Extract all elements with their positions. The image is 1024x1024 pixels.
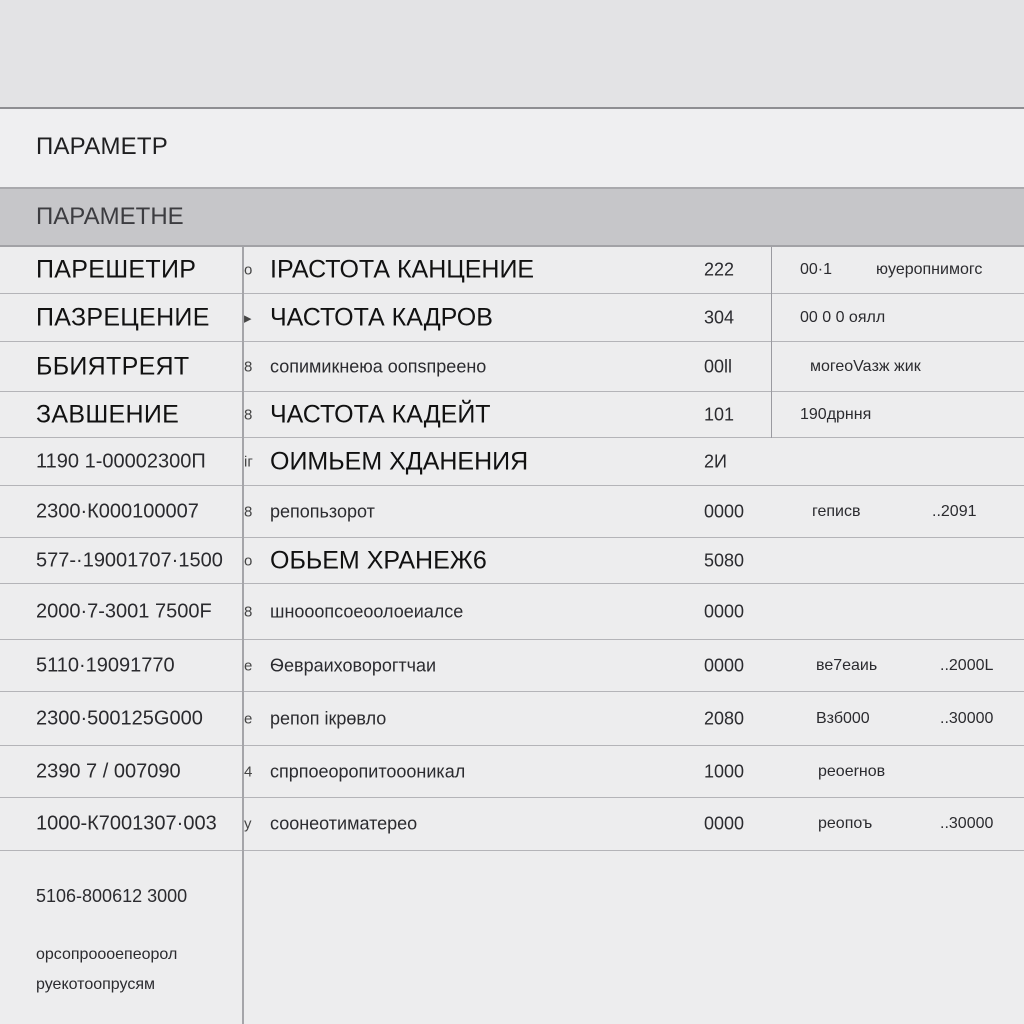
row-parameter: спрпоеоропитоооникал bbox=[270, 761, 466, 781]
row-label: 2300·К000100007 bbox=[36, 500, 199, 522]
row-value: 0000 bbox=[704, 601, 745, 621]
row-parameter: ІРАСТОТА КАНЦЕНИЕ bbox=[270, 255, 535, 284]
row-value: 222 bbox=[704, 259, 735, 280]
row-parameter: ОИМЬЕМ ХДАНЕНИЯ bbox=[270, 447, 529, 475]
column-divider-right bbox=[771, 247, 772, 438]
row-extra: могеоVaзж жик bbox=[810, 357, 921, 375]
table-row[interactable] bbox=[0, 746, 1024, 798]
row-note: юуеропнимогс bbox=[876, 261, 983, 278]
row-note: ..2091 bbox=[932, 502, 977, 520]
footer-line: руекотоопрусям bbox=[36, 976, 155, 993]
row-value: 0000 bbox=[704, 813, 745, 834]
row-label: 2390 7 / 007090 bbox=[36, 760, 181, 782]
row-label: 1000-К7001307·003 bbox=[36, 812, 217, 835]
table-row[interactable] bbox=[0, 486, 1024, 538]
table-row[interactable] bbox=[0, 342, 1024, 392]
row-label: ПАРЕШЕТИР bbox=[36, 255, 197, 284]
section-header bbox=[0, 189, 1024, 247]
row-parameter: репоп ікрөвло bbox=[270, 708, 387, 728]
row-marker-icon: о bbox=[244, 552, 253, 569]
row-marker-icon: о bbox=[244, 261, 253, 279]
row-marker-icon: 4 bbox=[244, 763, 253, 780]
table-row[interactable] bbox=[0, 692, 1024, 746]
row-marker-icon: 8 bbox=[244, 503, 253, 520]
row-extra: ве7еаиь bbox=[816, 656, 878, 674]
row-parameter: ЧАСТОТА КАДРОВ bbox=[270, 303, 493, 331]
table-row[interactable] bbox=[0, 438, 1024, 486]
row-value: 2И bbox=[704, 451, 727, 471]
footer-line: 5106-800612 3000 bbox=[36, 886, 188, 906]
section-header-label: ПАРАМЕТНЕ bbox=[36, 203, 184, 230]
row-extra: реоеrнов bbox=[818, 762, 886, 780]
row-extra: 190дрння bbox=[800, 405, 872, 423]
row-label: 577-·19001707·1500 bbox=[36, 549, 223, 571]
row-extra: 00 0 0 оялл bbox=[800, 308, 886, 326]
row-extra: геписв bbox=[812, 502, 861, 520]
row-marker-icon: е bbox=[244, 657, 253, 674]
table-row[interactable] bbox=[0, 294, 1024, 342]
row-label: ЗАВШЕНИЕ bbox=[36, 400, 180, 428]
row-parameter: соонеотиматерео bbox=[270, 813, 418, 834]
row-marker-icon: 8 bbox=[244, 603, 253, 620]
row-marker-icon: ▸ bbox=[244, 309, 252, 327]
row-label: 2000·7-3001 7500F bbox=[36, 600, 212, 622]
row-marker-icon: е bbox=[244, 710, 253, 727]
row-parameter: репопьзорот bbox=[270, 501, 375, 521]
row-parameter: ЧАСТОТА КАДЕЙТ bbox=[270, 400, 491, 428]
row-marker-icon: іг bbox=[244, 453, 253, 470]
row-parameter: сопимикнеюа оопsпреено bbox=[270, 356, 487, 376]
row-marker-icon: 8 bbox=[244, 358, 253, 375]
row-parameter: ОБЬЕМ ХРАНЕЖ6 bbox=[270, 546, 487, 574]
row-extra: реопоъ bbox=[818, 815, 873, 832]
page-title: ПАРАМЕТР bbox=[36, 133, 168, 160]
row-label: 2300·500125G000 bbox=[36, 707, 203, 729]
table-row[interactable] bbox=[0, 247, 1024, 294]
row-value: 304 bbox=[704, 307, 735, 327]
row-note: ..2000L bbox=[940, 656, 994, 674]
row-extra: Взб000 bbox=[816, 709, 870, 727]
row-value: 1000 bbox=[704, 761, 745, 781]
row-marker-icon: у bbox=[244, 815, 252, 833]
column-divider bbox=[242, 247, 244, 1024]
row-value: 0000 bbox=[704, 501, 745, 521]
table-row[interactable] bbox=[0, 392, 1024, 438]
row-parameter: Ѳевраиховорогтчаи bbox=[270, 655, 437, 675]
parameters-table bbox=[0, 247, 1024, 851]
row-label: ПАЗРЕЦЕНИЕ bbox=[36, 303, 210, 331]
footer-line: орсопроооепеорол bbox=[36, 946, 178, 963]
table-row[interactable] bbox=[0, 538, 1024, 584]
row-extra: 00·1 bbox=[800, 261, 833, 278]
row-label: 1190 1-00002300П bbox=[36, 450, 206, 472]
row-label: 5110·19091770 bbox=[36, 654, 175, 676]
row-note: ..30000 bbox=[940, 815, 994, 832]
row-label: ББИЯТРЕЯТ bbox=[36, 352, 190, 380]
row-value: 2080 bbox=[704, 708, 745, 728]
table-row[interactable] bbox=[0, 798, 1024, 851]
row-value: 101 bbox=[704, 404, 735, 424]
table-row[interactable] bbox=[0, 640, 1024, 692]
row-value: 5080 bbox=[704, 550, 745, 570]
row-value: 0000 bbox=[704, 655, 745, 675]
table-row[interactable] bbox=[0, 584, 1024, 640]
row-value: 00ll bbox=[704, 356, 733, 376]
row-marker-icon: 8 bbox=[244, 406, 253, 423]
title-row bbox=[0, 109, 1024, 189]
row-parameter: шнооопсоеоолоеиалсе bbox=[270, 601, 464, 621]
row-note: ..30000 bbox=[940, 709, 994, 727]
top-band bbox=[0, 0, 1024, 109]
